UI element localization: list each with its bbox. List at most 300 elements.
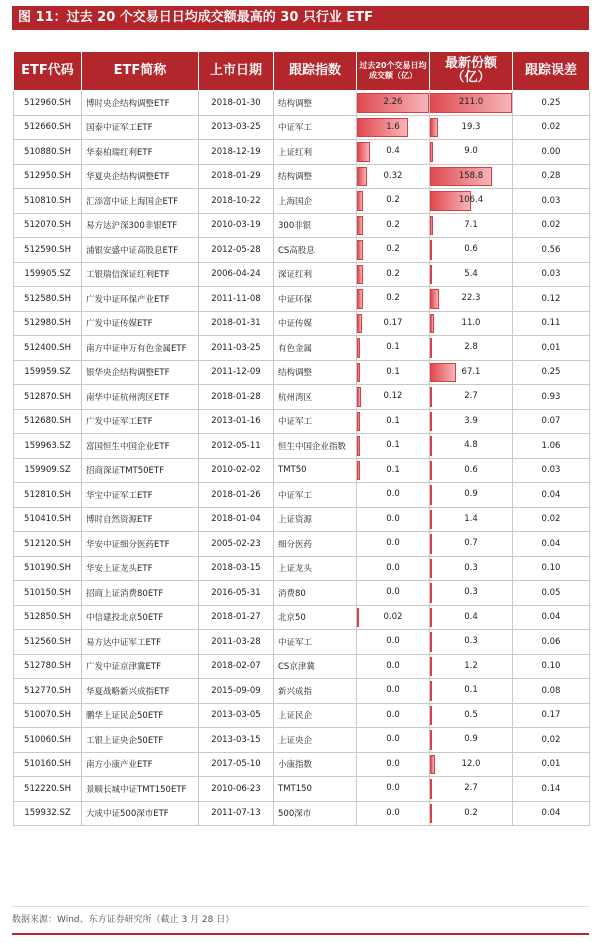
etf-code-cell: 510810.SH — [14, 189, 82, 214]
turnover-value: 0.1 — [386, 342, 400, 353]
tracking-error-cell: 0.25 — [513, 91, 590, 116]
share-cell — [430, 581, 513, 606]
table-row — [14, 385, 590, 410]
turnover-cell — [357, 728, 430, 753]
turnover-cell — [357, 360, 430, 385]
share-cell — [430, 360, 513, 385]
etf-code-cell: 512660.SH — [14, 115, 82, 140]
share-cell — [430, 458, 513, 483]
share-bar — [430, 412, 432, 432]
turnover-cell — [357, 287, 430, 312]
share-value: 0.3 — [464, 636, 478, 647]
tracking-error-cell: 0.12 — [513, 287, 590, 312]
table-row — [14, 434, 590, 459]
share-bar — [430, 436, 432, 456]
table-row — [14, 238, 590, 263]
etf-name-cell: 招商深证TMT50ETF — [82, 458, 199, 483]
table-row — [14, 164, 590, 189]
etf-code-cell: 512560.SH — [14, 630, 82, 655]
turnover-cell — [357, 679, 430, 704]
turnover-cell — [357, 238, 430, 263]
turnover-value: 0.1 — [386, 366, 400, 377]
share-cell — [430, 654, 513, 679]
table-row — [14, 728, 590, 753]
share-value: 3.9 — [464, 415, 478, 426]
etf-name-cell: 南方中证申万有色金属ETF — [82, 336, 199, 361]
turnover-bar — [357, 412, 360, 432]
etf-code-cell: 512680.SH — [14, 409, 82, 434]
table-row — [14, 654, 590, 679]
tracking-index-cell: 新兴成指 — [274, 679, 357, 704]
tracking-index-cell: CS京津冀 — [274, 654, 357, 679]
etf-code-cell: 510060.SH — [14, 728, 82, 753]
etf-name-cell: 浦银安盛中证高股息ETF — [82, 238, 199, 263]
turnover-bar — [357, 608, 359, 628]
turnover-value: 0.1 — [386, 440, 400, 451]
turnover-cell — [357, 654, 430, 679]
etf-name-cell: 广发中证军工ETF — [82, 409, 199, 434]
turnover-value: 0.0 — [386, 709, 400, 720]
etf-code-cell: 512950.SH — [14, 164, 82, 189]
etf-name-cell: 鹏华上证民企50ETF — [82, 703, 199, 728]
listing-date-cell: 2011-03-28 — [199, 630, 274, 655]
table-row — [14, 507, 590, 532]
etf-name-cell: 广发中证环保产业ETF — [82, 287, 199, 312]
share-bar — [430, 632, 432, 652]
listing-date-cell: 2013-03-25 — [199, 115, 274, 140]
tracking-error-cell: 0.06 — [513, 630, 590, 655]
tracking-error-cell: 0.25 — [513, 360, 590, 385]
listing-date-cell: 2010-06-23 — [199, 777, 274, 802]
tracking-index-cell: 上证民企 — [274, 703, 357, 728]
tracking-index-cell: 恒生中国企业指数 — [274, 434, 357, 459]
footer-divider — [12, 906, 589, 907]
turnover-value: 0.2 — [386, 293, 400, 304]
turnover-cell — [357, 630, 430, 655]
header-name: ETF简称 — [82, 52, 199, 91]
share-cell — [430, 336, 513, 361]
turnover-bar — [357, 436, 360, 456]
share-cell — [430, 703, 513, 728]
etf-name-cell: 南方小康产业ETF — [82, 752, 199, 777]
listing-date-cell: 2011-11-08 — [199, 287, 274, 312]
etf-code-cell: 510190.SH — [14, 556, 82, 581]
etf-code-cell: 512400.SH — [14, 336, 82, 361]
share-value: 0.9 — [464, 489, 478, 500]
share-bar — [430, 804, 432, 824]
share-bar — [430, 510, 432, 530]
turnover-value: 0.1 — [386, 415, 400, 426]
etf-code-cell: 512850.SH — [14, 605, 82, 630]
share-value: 19.3 — [461, 121, 481, 132]
share-cell — [430, 630, 513, 655]
etf-name-cell: 华泰柏瑞红利ETF — [82, 140, 199, 165]
share-cell — [430, 164, 513, 189]
turnover-bar — [357, 338, 360, 358]
turnover-cell — [357, 91, 430, 116]
turnover-value: 0.0 — [386, 538, 400, 549]
listing-date-cell: 2017-05-10 — [199, 752, 274, 777]
etf-code-cell: 510160.SH — [14, 752, 82, 777]
etf-name-cell: 景顺长城中证TMT150ETF — [82, 777, 199, 802]
share-cell — [430, 385, 513, 410]
turnover-cell — [357, 434, 430, 459]
etf-name-cell: 中信建投北京50ETF — [82, 605, 199, 630]
etf-name-cell: 博时自然资源ETF — [82, 507, 199, 532]
tracking-index-cell: TMT150 — [274, 777, 357, 802]
table-row — [14, 483, 590, 508]
share-bar — [430, 240, 432, 260]
table-row — [14, 360, 590, 385]
listing-date-cell: 2018-01-30 — [199, 91, 274, 116]
table-row — [14, 703, 590, 728]
tracking-index-cell: 上证央企 — [274, 728, 357, 753]
share-value: 158.8 — [458, 170, 484, 181]
turnover-value: 0.02 — [383, 611, 403, 622]
share-value: 0.9 — [464, 734, 478, 745]
table-row — [14, 581, 590, 606]
listing-date-cell: 2013-01-16 — [199, 409, 274, 434]
etf-code-cell: 512980.SH — [14, 311, 82, 336]
figure-title: 图 11：过去 20 个交易日日均成交额最高的 30 只行业 ETF — [12, 6, 589, 30]
tracking-index-cell: 上证资源 — [274, 507, 357, 532]
etf-name-cell: 大成中证500深市ETF — [82, 801, 199, 826]
tracking-error-cell: 0.00 — [513, 140, 590, 165]
turnover-cell — [357, 262, 430, 287]
share-value: 67.1 — [461, 366, 481, 377]
listing-date-cell: 2016-05-31 — [199, 581, 274, 606]
share-cell — [430, 115, 513, 140]
turnover-value: 0.2 — [386, 244, 400, 255]
tracking-index-cell: 上证龙头 — [274, 556, 357, 581]
share-value: 5.4 — [464, 268, 478, 279]
tracking-error-cell: 0.03 — [513, 189, 590, 214]
turnover-value: 0.0 — [386, 587, 400, 598]
share-cell — [430, 238, 513, 263]
share-cell — [430, 189, 513, 214]
etf-code-cell: 512120.SH — [14, 532, 82, 557]
table-row — [14, 311, 590, 336]
tracking-error-cell: 0.04 — [513, 483, 590, 508]
etf-name-cell: 国泰中证军工ETF — [82, 115, 199, 140]
turnover-value: 0.17 — [383, 317, 403, 328]
share-bar — [430, 485, 432, 505]
share-cell — [430, 728, 513, 753]
listing-date-cell: 2018-01-31 — [199, 311, 274, 336]
turnover-cell — [357, 483, 430, 508]
tracking-index-cell: 中证军工 — [274, 483, 357, 508]
turnover-cell — [357, 385, 430, 410]
turnover-value: 0.0 — [386, 562, 400, 573]
tracking-error-cell: 0.11 — [513, 311, 590, 336]
listing-date-cell: 2018-01-28 — [199, 385, 274, 410]
listing-date-cell: 2006-04-24 — [199, 262, 274, 287]
source-note: 数据来源：Wind、东方证券研究所（截止 3 月 28 日） — [12, 915, 235, 925]
share-value: 1.4 — [464, 513, 478, 524]
tracking-error-cell: 0.07 — [513, 409, 590, 434]
turnover-bar — [357, 363, 360, 383]
share-cell — [430, 801, 513, 826]
tracking-error-cell: 0.03 — [513, 458, 590, 483]
listing-date-cell: 2018-03-15 — [199, 556, 274, 581]
share-cell — [430, 507, 513, 532]
turnover-value: 0.2 — [386, 195, 400, 206]
etf-name-cell: 华安上证龙头ETF — [82, 556, 199, 581]
tracking-error-cell: 0.56 — [513, 238, 590, 263]
etf-code-cell: 159959.SZ — [14, 360, 82, 385]
table-row — [14, 140, 590, 165]
tracking-index-cell: 结构调整 — [274, 360, 357, 385]
tracking-index-cell: CS高股息 — [274, 238, 357, 263]
tracking-error-cell: 0.93 — [513, 385, 590, 410]
turnover-cell — [357, 164, 430, 189]
tracking-error-cell: 0.01 — [513, 752, 590, 777]
table-row — [14, 801, 590, 826]
share-bar — [430, 142, 433, 162]
share-bar — [430, 681, 432, 701]
etf-name-cell: 汇添富中证上海国企ETF — [82, 189, 199, 214]
share-cell — [430, 483, 513, 508]
table-row — [14, 287, 590, 312]
table-row — [14, 605, 590, 630]
share-cell — [430, 311, 513, 336]
etf-table — [13, 51, 590, 826]
share-value: 12.0 — [461, 758, 481, 769]
share-value: 4.8 — [464, 440, 478, 451]
share-value: 0.5 — [464, 709, 478, 720]
turnover-cell — [357, 311, 430, 336]
listing-date-cell: 2018-10-22 — [199, 189, 274, 214]
etf-name-cell: 富国恒生中国企业ETF — [82, 434, 199, 459]
share-value: 0.4 — [464, 611, 478, 622]
turnover-value: 0.0 — [386, 685, 400, 696]
table-row — [14, 115, 590, 140]
tracking-error-cell: 0.03 — [513, 262, 590, 287]
share-bar — [430, 559, 432, 579]
header-index: 跟踪指数 — [274, 52, 357, 91]
bottom-rule — [12, 933, 589, 935]
share-value: 2.8 — [464, 342, 478, 353]
share-cell — [430, 213, 513, 238]
turnover-value: 0.0 — [386, 807, 400, 818]
etf-code-cell: 512070.SH — [14, 213, 82, 238]
turnover-cell — [357, 189, 430, 214]
listing-date-cell: 2018-02-07 — [199, 654, 274, 679]
etf-code-cell: 512590.SH — [14, 238, 82, 263]
listing-date-cell: 2011-12-09 — [199, 360, 274, 385]
listing-date-cell: 2018-01-26 — [199, 483, 274, 508]
etf-code-cell: 512810.SH — [14, 483, 82, 508]
share-value: 211.0 — [458, 97, 484, 108]
listing-date-cell: 2015-09-09 — [199, 679, 274, 704]
etf-name-cell: 广发中证传媒ETF — [82, 311, 199, 336]
share-cell — [430, 91, 513, 116]
share-bar — [430, 608, 432, 628]
etf-code-cell: 510070.SH — [14, 703, 82, 728]
etf-name-cell: 南华中证杭州湾区ETF — [82, 385, 199, 410]
tracking-index-cell: 消费80 — [274, 581, 357, 606]
table-row — [14, 630, 590, 655]
turnover-value: 0.0 — [386, 734, 400, 745]
turnover-cell — [357, 777, 430, 802]
share-bar — [430, 730, 432, 750]
tracking-index-cell: 中证环保 — [274, 287, 357, 312]
listing-date-cell: 2011-07-13 — [199, 801, 274, 826]
share-value: 0.7 — [464, 538, 478, 549]
tracking-index-cell: 结构调整 — [274, 164, 357, 189]
tracking-error-cell: 0.28 — [513, 164, 590, 189]
listing-date-cell: 2018-01-29 — [199, 164, 274, 189]
tracking-index-cell: 上证红利 — [274, 140, 357, 165]
tracking-error-cell: 0.08 — [513, 679, 590, 704]
etf-code-cell: 512770.SH — [14, 679, 82, 704]
table-row — [14, 679, 590, 704]
share-bar — [430, 534, 432, 554]
turnover-cell — [357, 140, 430, 165]
share-bar — [430, 387, 432, 407]
turnover-value: 0.0 — [386, 513, 400, 524]
etf-name-cell: 招商上证消费80ETF — [82, 581, 199, 606]
turnover-cell — [357, 115, 430, 140]
etf-code-cell: 159909.SZ — [14, 458, 82, 483]
share-value: 0.3 — [464, 587, 478, 598]
etf-name-cell: 易方达中证军工ETF — [82, 630, 199, 655]
share-value: 2.7 — [464, 783, 478, 794]
turnover-cell — [357, 581, 430, 606]
table-row — [14, 409, 590, 434]
turnover-cell — [357, 556, 430, 581]
tracking-error-cell: 0.17 — [513, 703, 590, 728]
tracking-index-cell: 500深市 — [274, 801, 357, 826]
tracking-index-cell: 深证红利 — [274, 262, 357, 287]
table-row — [14, 532, 590, 557]
turnover-value: 0.12 — [383, 391, 403, 402]
share-value: 0.3 — [464, 562, 478, 573]
share-bar — [430, 216, 433, 236]
turnover-value: 1.6 — [386, 121, 400, 132]
etf-name-cell: 华夏战略新兴成指ETF — [82, 679, 199, 704]
turnover-value: 0.2 — [386, 219, 400, 230]
tracking-index-cell: 300非银 — [274, 213, 357, 238]
etf-code-cell: 159963.SZ — [14, 434, 82, 459]
turnover-cell — [357, 801, 430, 826]
etf-name-cell: 广发中证京津冀ETF — [82, 654, 199, 679]
turnover-cell — [357, 752, 430, 777]
tracking-error-cell: 0.10 — [513, 556, 590, 581]
share-cell — [430, 409, 513, 434]
share-bar — [430, 265, 432, 285]
turnover-value: 0.1 — [386, 464, 400, 475]
etf-code-cell: 512580.SH — [14, 287, 82, 312]
share-bar — [430, 338, 432, 358]
share-value: 0.6 — [464, 464, 478, 475]
listing-date-cell: 2012-05-11 — [199, 434, 274, 459]
tracking-index-cell: 上海国企 — [274, 189, 357, 214]
turnover-value: 0.2 — [386, 268, 400, 279]
tracking-index-cell: 细分医药 — [274, 532, 357, 557]
etf-code-cell: 510880.SH — [14, 140, 82, 165]
tracking-error-cell: 0.02 — [513, 213, 590, 238]
share-bar — [430, 706, 432, 726]
tracking-error-cell: 0.02 — [513, 728, 590, 753]
share-cell — [430, 532, 513, 557]
share-value: 1.2 — [464, 660, 478, 671]
tracking-error-cell: 0.04 — [513, 801, 590, 826]
tracking-index-cell: 有色金属 — [274, 336, 357, 361]
listing-date-cell: 2018-01-04 — [199, 507, 274, 532]
etf-code-cell: 512220.SH — [14, 777, 82, 802]
table-row — [14, 777, 590, 802]
etf-name-cell: 博时央企结构调整ETF — [82, 91, 199, 116]
table-row — [14, 189, 590, 214]
etf-code-cell: 512960.SH — [14, 91, 82, 116]
tracking-error-cell: 0.01 — [513, 336, 590, 361]
share-value: 7.1 — [464, 219, 478, 230]
tracking-error-cell: 0.04 — [513, 605, 590, 630]
header-turnover: 过去20个交易日均成交额（亿） — [357, 52, 430, 91]
etf-code-cell: 159905.SZ — [14, 262, 82, 287]
etf-code-cell: 159932.SZ — [14, 801, 82, 826]
share-cell — [430, 556, 513, 581]
turnover-value: 0.0 — [386, 758, 400, 769]
etf-code-cell: 512780.SH — [14, 654, 82, 679]
etf-name-cell: 华宝中证军工ETF — [82, 483, 199, 508]
share-value: 2.7 — [464, 391, 478, 402]
tracking-error-cell: 0.02 — [513, 115, 590, 140]
turnover-cell — [357, 213, 430, 238]
tracking-index-cell: 结构调整 — [274, 91, 357, 116]
share-cell — [430, 605, 513, 630]
etf-code-cell: 510410.SH — [14, 507, 82, 532]
etf-name-cell: 华安中证细分医药ETF — [82, 532, 199, 557]
tracking-error-cell: 1.06 — [513, 434, 590, 459]
table-row — [14, 91, 590, 116]
tracking-index-cell: 中证军工 — [274, 115, 357, 140]
listing-date-cell: 2011-03-25 — [199, 336, 274, 361]
etf-name-cell: 工银上证央企50ETF — [82, 728, 199, 753]
tracking-index-cell: 北京50 — [274, 605, 357, 630]
etf-name-cell: 银华央企结构调整ETF — [82, 360, 199, 385]
turnover-cell — [357, 409, 430, 434]
listing-date-cell: 2013-03-05 — [199, 703, 274, 728]
share-value: 9.0 — [464, 146, 478, 157]
header-date: 上市日期 — [199, 52, 274, 91]
header-code: ETF代码 — [14, 52, 82, 91]
turnover-value: 0.0 — [386, 783, 400, 794]
tracking-error-cell: 0.04 — [513, 532, 590, 557]
turnover-cell — [357, 336, 430, 361]
listing-date-cell: 2018-12-19 — [199, 140, 274, 165]
listing-date-cell: 2012-05-28 — [199, 238, 274, 263]
share-cell — [430, 140, 513, 165]
listing-date-cell: 2018-01-27 — [199, 605, 274, 630]
table-row — [14, 458, 590, 483]
listing-date-cell: 2010-03-19 — [199, 213, 274, 238]
tracking-error-cell: 0.05 — [513, 581, 590, 606]
header-error: 跟踪误差 — [513, 52, 590, 91]
turnover-cell — [357, 458, 430, 483]
turnover-bar — [357, 461, 360, 481]
listing-date-cell: 2005-02-23 — [199, 532, 274, 557]
share-value: 0.6 — [464, 244, 478, 255]
share-value: 22.3 — [461, 293, 481, 304]
share-value: 0.1 — [464, 685, 478, 696]
header-row — [14, 52, 590, 91]
listing-date-cell: 2010-02-02 — [199, 458, 274, 483]
etf-code-cell: 512870.SH — [14, 385, 82, 410]
turnover-value: 0.0 — [386, 660, 400, 671]
share-bar — [430, 657, 432, 677]
